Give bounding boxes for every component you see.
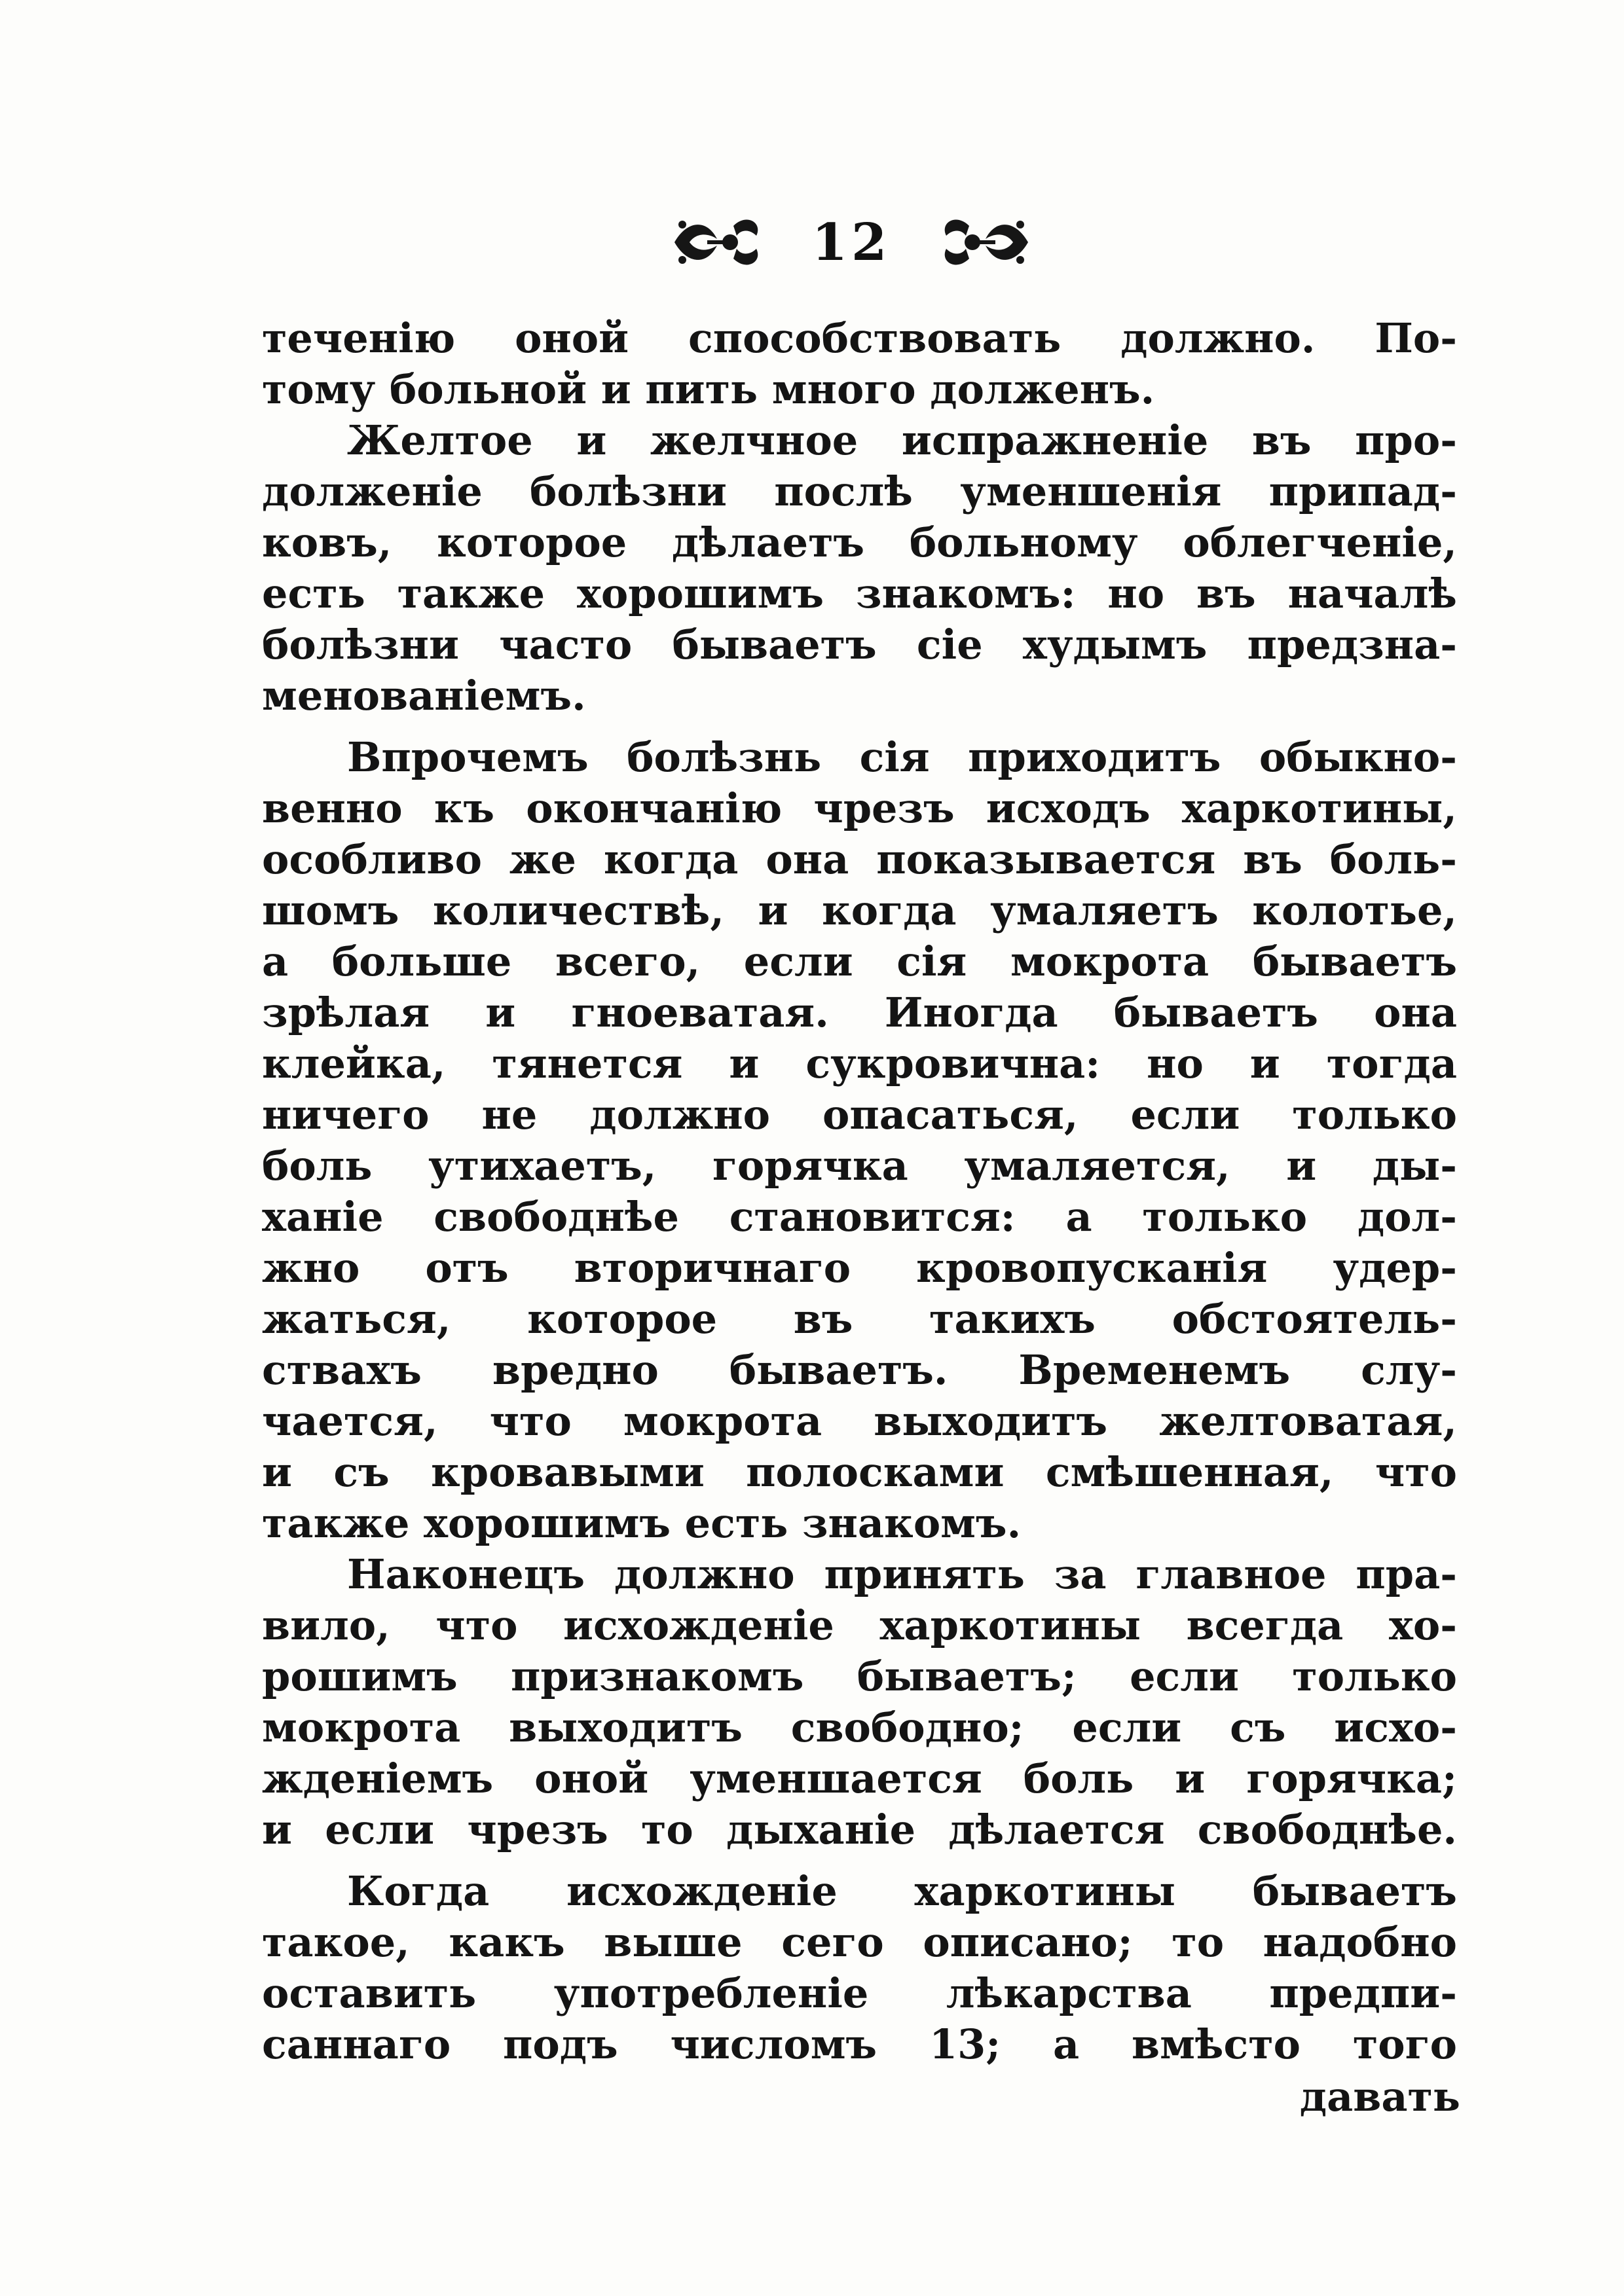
text-line: оставить употребленіе лѣкарства предпи- xyxy=(262,1969,1457,2017)
page-header xyxy=(655,196,1048,288)
floral-ornament-icon xyxy=(936,206,1035,278)
text-line: долженіе болѣзни послѣ уменшенія припад- xyxy=(262,467,1457,515)
text-line: Наконецъ должно принять за главное пра- xyxy=(347,1550,1457,1598)
text-line: и если чрезъ то дыханіе дѣлается свободнѣе. xyxy=(262,1806,1457,1853)
text-line: Когда исхожденіе харкотины бываетъ xyxy=(347,1867,1457,1915)
text-line: жаться, которое въ такихъ обстоятель- xyxy=(262,1295,1457,1343)
text-line: также хорошимъ есть знакомъ. xyxy=(262,1499,1022,1547)
text-line: зрѣлая и гноеватая. Иногда бываетъ она xyxy=(262,989,1457,1036)
catchword: давать xyxy=(1299,2073,1460,2121)
text-line: особливо же когда она показывается въ боль- xyxy=(262,835,1457,883)
text-line: болѣзни часто бываетъ сіе худымъ предзна- xyxy=(262,621,1457,668)
text-line: чается, что мокрота выходитъ желтоватая, xyxy=(262,1397,1457,1445)
text-line: ничего не должно опасаться, если только xyxy=(262,1091,1457,1139)
text-line: и съ кровавыми полосками смѣшенная, что xyxy=(262,1448,1457,1496)
text-line: венно къ окончанію чрезъ исходъ харкотины, xyxy=(262,784,1457,832)
body-text xyxy=(262,313,1457,2070)
text-line: боль утихаетъ, горячка умаляется, и ды- xyxy=(262,1142,1457,1190)
text-line: теченію оной способствовать должно. По- xyxy=(262,314,1457,362)
text-line: есть также хорошимъ знакомъ: но въ началѣ xyxy=(262,570,1457,617)
paragraph xyxy=(262,313,1457,415)
text-line: а больше всего, если сія мокрота бываетъ xyxy=(262,938,1457,985)
text-line: вило, что исхожденіе харкотины всегда хо- xyxy=(262,1601,1457,1649)
text-line: клейка, тянется и сукровична: но и тогда xyxy=(262,1040,1457,1087)
text-line: шомъ количествѣ, и когда умаляетъ колотье, xyxy=(262,886,1457,934)
text-line: саннаго подъ числомъ 13; а вмѣсто того xyxy=(262,2020,1457,2068)
paragraph xyxy=(262,732,1457,1549)
text-line: рошимъ признакомъ бываетъ; если только xyxy=(262,1652,1457,1700)
paragraph xyxy=(262,1549,1457,1855)
text-line: ствахъ вредно бываетъ. Временемъ слу- xyxy=(262,1346,1457,1394)
text-line: мокрота выходитъ свободно; если съ исхо- xyxy=(262,1704,1457,1751)
paragraph xyxy=(262,415,1457,721)
text-line: ковъ, которое дѣлаетъ больному облегченіе, xyxy=(262,519,1457,566)
text-line: менованіемъ. xyxy=(262,672,586,720)
text-line: Желтое и желчное испражненіе въ про- xyxy=(347,416,1457,464)
text-line: такое, какъ выше сего описано; то надобно xyxy=(262,1918,1457,1966)
text-line: жно отъ вторичнаго кровопусканія удер- xyxy=(262,1244,1457,1292)
paragraph xyxy=(262,1866,1457,2070)
text-line: ханіе свободнѣе становится: а только дол- xyxy=(262,1193,1457,1241)
text-line: тому больной и пить много долженъ. xyxy=(262,365,1155,413)
text-line: Впрочемъ болѣзнь сія приходитъ обыкно- xyxy=(347,733,1457,781)
floral-ornament-icon xyxy=(668,206,766,278)
page-number: 12 xyxy=(811,212,891,272)
text-line: жденіемъ оной уменшается боль и горячка; xyxy=(262,1755,1457,1802)
